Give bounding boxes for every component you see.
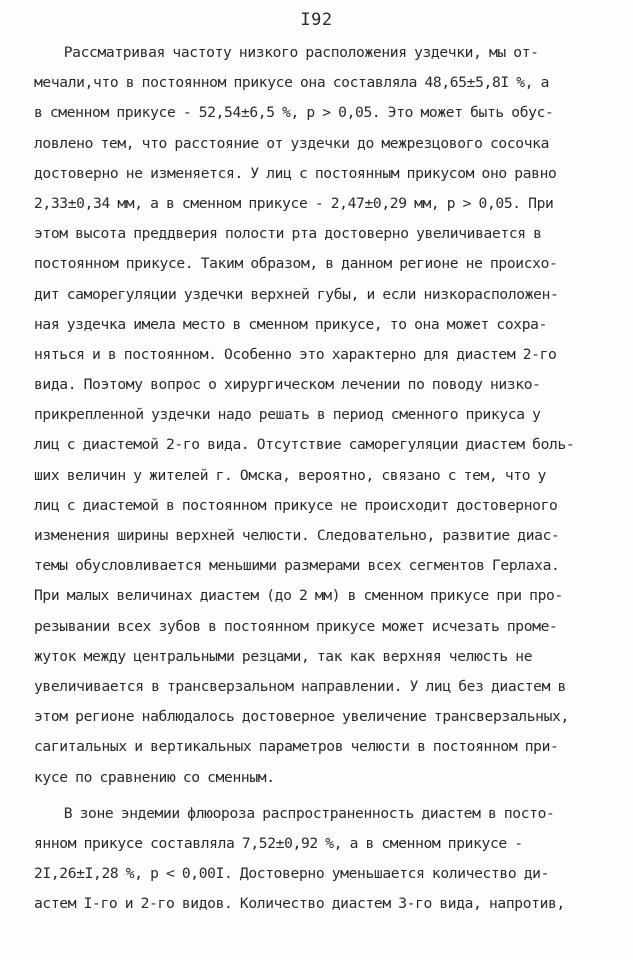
text-line: постоянном прикусе. Таким образом, в данном регионе не происхо- (34, 255, 558, 273)
text-line: темы обусловливается меньшими размерами всех сегментов Герлаха. (34, 557, 560, 575)
body-text (34, 38, 604, 919)
page-number: I92 (300, 10, 333, 30)
text-line: лиц с диастемой в постоянном прикусе не происходит достоверного (34, 496, 558, 514)
text-line: ших величин у жителей г. Омска, вероятно, связано с тем, что у (34, 466, 547, 484)
text-line: 2I,26±I,28 %, р < 0,00I. Достоверно уменьшается количество ди- (34, 865, 550, 883)
text-line: резывании всех зубов в постоянном прикусе может исчезать проме- (34, 617, 558, 635)
text-line: сагитальных и вертикальных параметров челюсти в постоянном при- (34, 738, 559, 756)
text-line: изменения ширины верхней челюсти. Следовательно, развитие диас- (34, 527, 560, 544)
text-line: янном прикусе составляла 7,52±0,92 %, а в сменном прикусе - (34, 834, 523, 852)
text-line: мечали,что в постоянном прикусе она составляла 48,65±5,8I %, а (34, 74, 550, 92)
text-line: прикрепленной уздечки надо решать в период сменного прикуса у (34, 406, 541, 424)
text-line: При малых величинах диастем (до 2 мм) в сменном прикусе при про- (34, 587, 563, 605)
text-line: 2,33±0,34 мм, а в сменном прикусе - 2,47±0,29 мм, р > 0,05. При (34, 194, 554, 212)
text-line: этом высота преддверия полости рта достоверно увеличивается в (34, 225, 542, 243)
text-line: этом регионе наблюдалось достоверное увеличение трансверзальных, (34, 708, 569, 726)
text-line: увеличивается в трансверзальном направлении. У лиц без диастем в (34, 677, 566, 695)
text-line: лиц с диастемой 2-го вида. Отсутствие саморегуляции диастем боль- (34, 436, 575, 454)
text-line: дит саморегуляции уздечки верхней губы, и если низкорасположен- (34, 285, 559, 303)
text-line: в сменном прикусе - 52,54±6,5 %, р > 0,05. Это может быть обус- (34, 104, 554, 122)
text-line: вида. Поэтому вопрос о хирургическом лечении по поводу низко- (34, 376, 541, 394)
text-line: ловлено тем, что расстояние от уздечки до межрезцового сосочка (34, 134, 550, 152)
text-line: няться и в постоянном. Особенно это характерно для диастем 2-го (34, 345, 557, 363)
text-line: астем I-го и 2-го видов. Количество диастем 3-го вида, напротив, (34, 895, 565, 913)
text-line: достоверно не изменяется. У лиц с постоянным прикусом оно равно (34, 164, 557, 182)
text-line: Рассматривая частоту низкого расположения уздечки, мы от- (34, 44, 539, 61)
text-line: кусе по сравнению со сменным. (34, 768, 275, 786)
text-line: жуток между центральными резцами, так как верхняя челюсть не (34, 647, 533, 665)
text-line: ная уздечка имела место в сменном прикусе, то она может сохра- (34, 315, 548, 333)
text-line: В зоне эндемии флюороза распространенность диастем в посто- (34, 804, 555, 822)
